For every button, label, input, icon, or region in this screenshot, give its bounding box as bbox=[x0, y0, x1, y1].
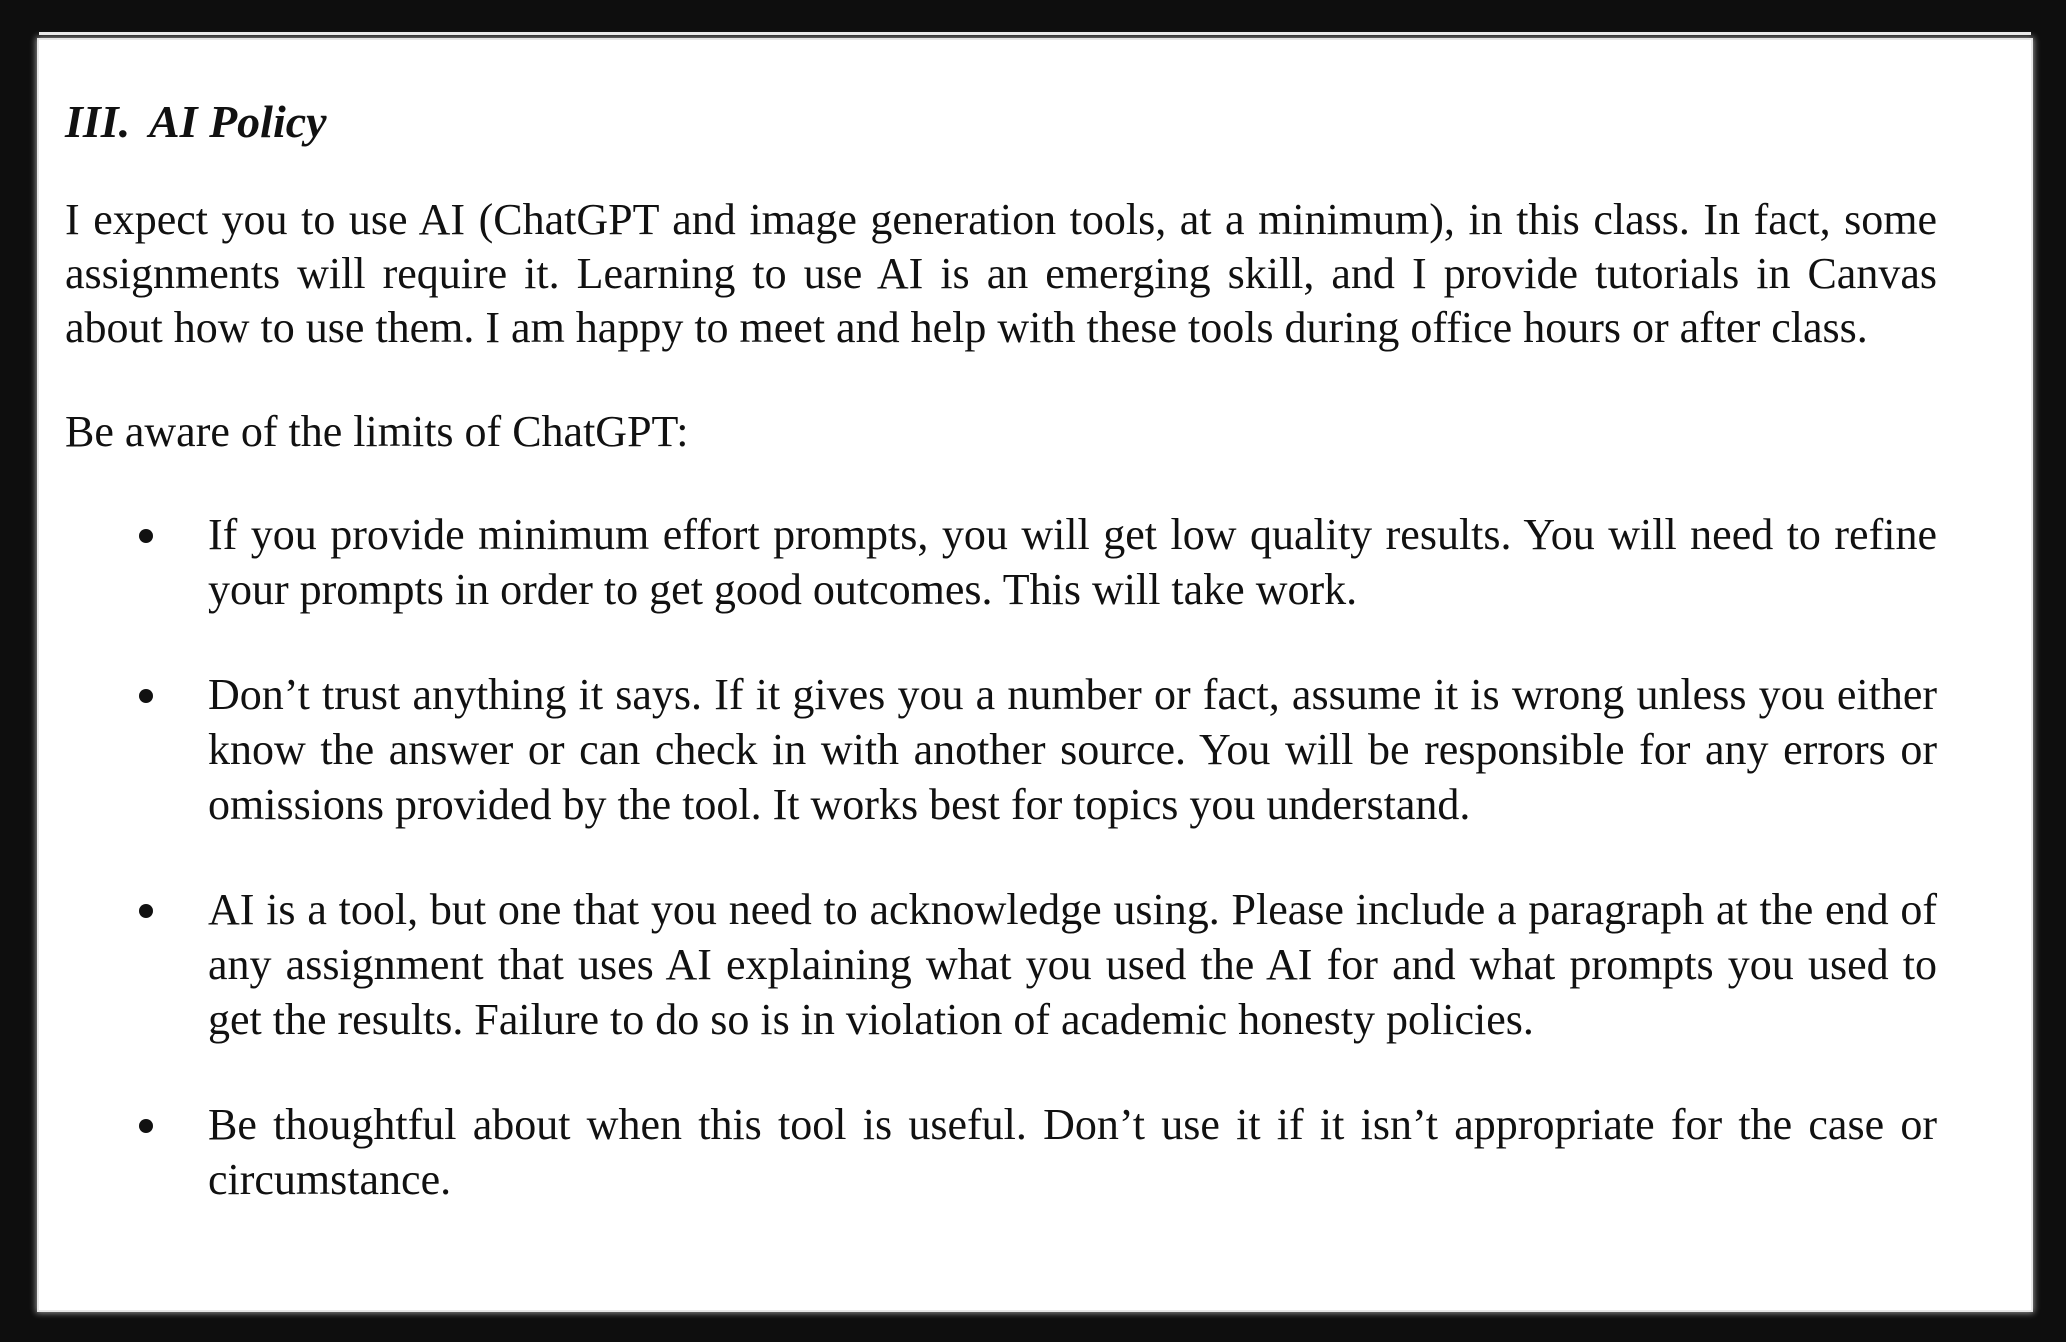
bullet-icon bbox=[139, 1119, 153, 1133]
bullet-item bbox=[65, 882, 1937, 1047]
intro-paragraph: I expect you to use AI (ChatGPT and image generation tools, at a minimum), in this class. In fact, some assignments will require it. Learning to use AI is an emerging skill, and I provide tutorials in Canvas about how to use them. I am happy to meet and help with these tools during office hours or after class. bbox=[65, 194, 1937, 352]
bullet-item bbox=[65, 667, 1937, 832]
section-title: AI Policy bbox=[149, 96, 327, 147]
limits-lead-text: Be aware of the limits of ChatGPT: bbox=[65, 406, 689, 456]
section-heading bbox=[65, 96, 1937, 149]
bullet-icon bbox=[139, 689, 153, 703]
bullet-icon bbox=[139, 904, 153, 918]
top-border-line bbox=[39, 32, 2031, 35]
limits-bullet-list bbox=[65, 507, 1937, 1207]
bullet-item bbox=[65, 507, 1937, 617]
bullet-text: Don’t trust anything it says. If it gives you a number or fact, assume it is wrong unless you either know the answer or can check in with another source. You will be responsible for any errors or omissions provided by the tool. It works best for topics you understand. bbox=[208, 669, 1937, 829]
bullet-text: If you provide minimum effort prompts, you will get low quality results. You will need to refine your prompts in order to get good outcomes. This will take work. bbox=[208, 509, 1937, 614]
bullet-text: AI is a tool, but one that you need to acknowledge using. Please include a paragraph at the end of any assignment that uses AI explaining what you used the AI for and what prompts you used to get the results. Failure to do so is in violation of academic honesty policies. bbox=[208, 884, 1937, 1044]
bullet-item bbox=[65, 1097, 1937, 1207]
section-number: III. bbox=[65, 96, 131, 147]
document-page bbox=[39, 40, 2031, 1310]
bullet-text: Be thoughtful about when this tool is useful. Don’t use it if it isn’t appropriate for the case or circumstance. bbox=[208, 1099, 1937, 1204]
bullet-icon bbox=[139, 529, 153, 543]
